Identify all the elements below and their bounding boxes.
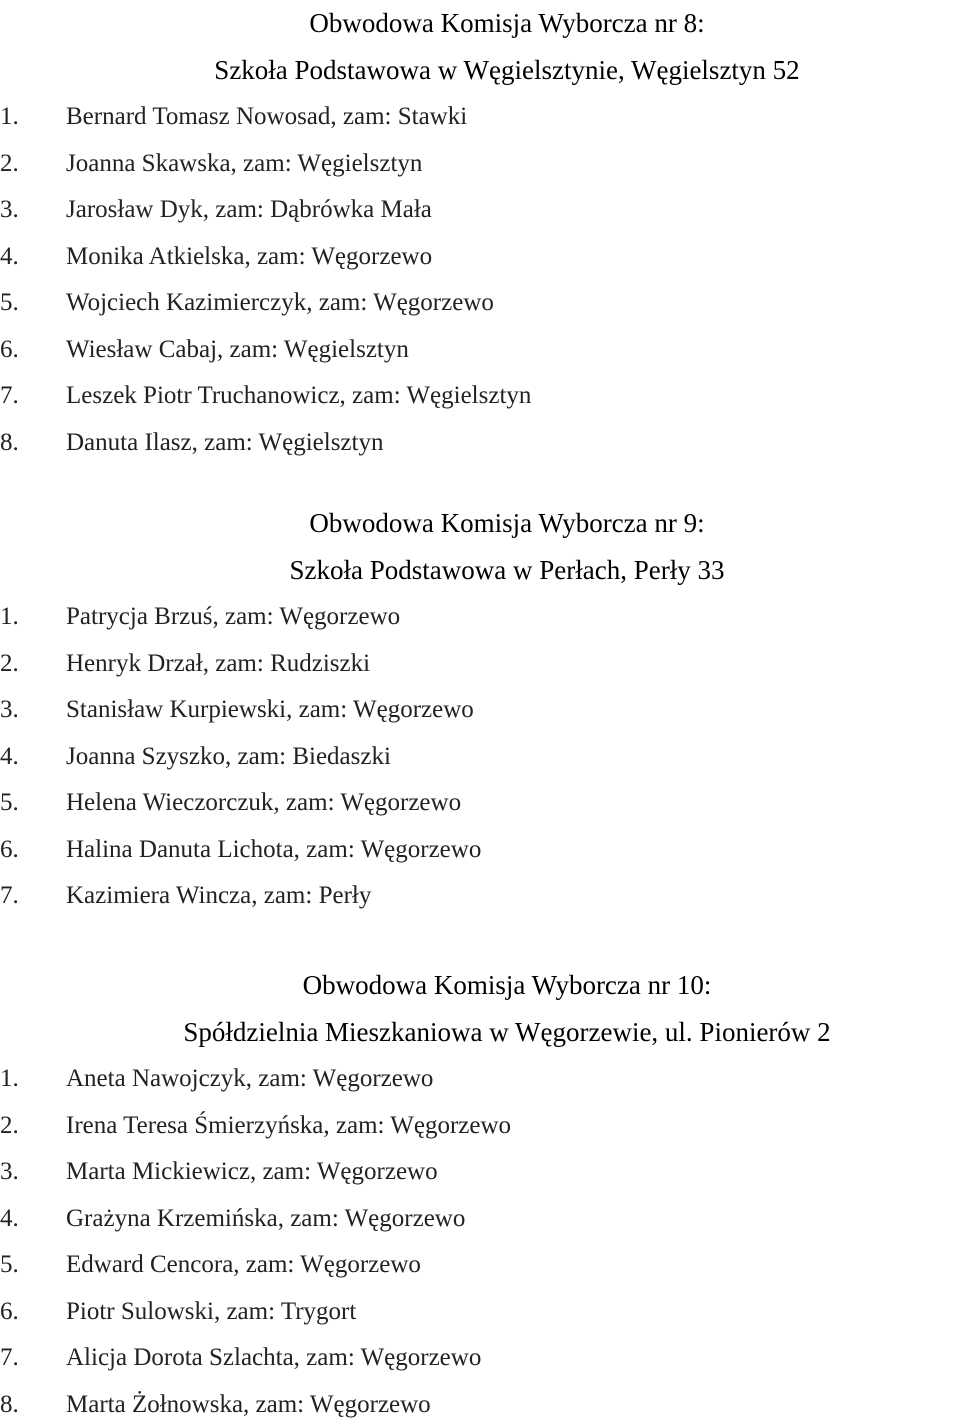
- item-number: 7.: [0, 373, 40, 420]
- item-number: 5.: [0, 1242, 40, 1289]
- list-item: [0, 187, 960, 234]
- item-number: 1.: [0, 94, 40, 141]
- list-item: [0, 687, 960, 734]
- commission-location: Spółdzielnia Mieszkaniowa w Węgorzewie, ul. Pionierów 2: [0, 1009, 960, 1056]
- item-number: 5.: [0, 280, 40, 327]
- item-number: 8.: [0, 420, 40, 467]
- item-number: 6.: [0, 827, 40, 874]
- item-number: 1.: [0, 1056, 40, 1103]
- commission-location: Szkoła Podstawowa w Perłach, Perły 33: [0, 547, 960, 594]
- item-number: 6.: [0, 327, 40, 374]
- item-number: 4.: [0, 1196, 40, 1243]
- commission-title: Obwodowa Komisja Wyborcza nr 10:: [0, 962, 960, 1009]
- list-item: [0, 641, 960, 688]
- item-number: 5.: [0, 780, 40, 827]
- member-entry: Irena Teresa Śmierzyńska, zam: Węgorzewo: [66, 1103, 511, 1150]
- list-item: [0, 373, 960, 420]
- member-entry: Grażyna Krzemińska, zam: Węgorzewo: [66, 1196, 465, 1243]
- member-entry: Joanna Szyszko, zam: Biedaszki: [66, 734, 391, 781]
- member-entry: Kazimiera Wincza, zam: Perły: [66, 873, 371, 920]
- item-number: 2.: [0, 1103, 40, 1150]
- list-item: [0, 1196, 960, 1243]
- list-item: [0, 94, 960, 141]
- list-item: [0, 141, 960, 188]
- member-entry: Marta Mickiewicz, zam: Węgorzewo: [66, 1149, 438, 1196]
- member-entry: Piotr Sulowski, zam: Trygort: [66, 1289, 356, 1336]
- list-item: [0, 1149, 960, 1196]
- member-entry: Helena Wieczorczuk, zam: Węgorzewo: [66, 780, 461, 827]
- list-item: [0, 734, 960, 781]
- item-number: 6.: [0, 1289, 40, 1336]
- member-list: [0, 94, 960, 466]
- member-entry: Stanisław Kurpiewski, zam: Węgorzewo: [66, 687, 474, 734]
- list-item: [0, 873, 960, 920]
- member-entry: Jarosław Dyk, zam: Dąbrówka Mała: [66, 187, 432, 234]
- list-item: [0, 780, 960, 827]
- list-item: [0, 234, 960, 281]
- item-number: 3.: [0, 687, 40, 734]
- list-item: [0, 1056, 960, 1103]
- member-list: [0, 594, 960, 920]
- commission-title: Obwodowa Komisja Wyborcza nr 9:: [0, 500, 960, 547]
- commission-section-10: [0, 962, 960, 1428]
- list-item: [0, 1382, 960, 1428]
- list-item: [0, 594, 960, 641]
- member-entry: Monika Atkielska, zam: Węgorzewo: [66, 234, 432, 281]
- item-number: 4.: [0, 234, 40, 281]
- member-entry: Wojciech Kazimierczyk, zam: Węgorzewo: [66, 280, 494, 327]
- member-entry: Danuta Ilasz, zam: Węgielsztyn: [66, 420, 383, 467]
- member-entry: Henryk Drzał, zam: Rudziszki: [66, 641, 370, 688]
- member-entry: Halina Danuta Lichota, zam: Węgorzewo: [66, 827, 481, 874]
- member-entry: Joanna Skawska, zam: Węgielsztyn: [66, 141, 422, 188]
- item-number: 7.: [0, 873, 40, 920]
- list-item: [0, 1242, 960, 1289]
- item-number: 1.: [0, 594, 40, 641]
- member-entry: Leszek Piotr Truchanowicz, zam: Węgielsztyn: [66, 373, 531, 420]
- member-entry: Bernard Tomasz Nowosad, zam: Stawki: [66, 94, 467, 141]
- item-number: 2.: [0, 141, 40, 188]
- member-entry: Edward Cencora, zam: Węgorzewo: [66, 1242, 421, 1289]
- item-number: 7.: [0, 1335, 40, 1382]
- item-number: 3.: [0, 187, 40, 234]
- item-number: 8.: [0, 1382, 40, 1428]
- commission-location: Szkoła Podstawowa w Węgielsztynie, Węgielsztyn 52: [0, 47, 960, 94]
- list-item: [0, 1335, 960, 1382]
- list-item: [0, 1103, 960, 1150]
- member-entry: Marta Żołnowska, zam: Węgorzewo: [66, 1382, 431, 1428]
- commission-section-8: [0, 0, 960, 466]
- list-item: [0, 1289, 960, 1336]
- commission-title: Obwodowa Komisja Wyborcza nr 8:: [0, 0, 960, 47]
- list-item: [0, 420, 960, 467]
- item-number: 3.: [0, 1149, 40, 1196]
- commission-section-9: [0, 500, 960, 920]
- member-entry: Alicja Dorota Szlachta, zam: Węgorzewo: [66, 1335, 481, 1382]
- list-item: [0, 327, 960, 374]
- item-number: 4.: [0, 734, 40, 781]
- item-number: 2.: [0, 641, 40, 688]
- member-entry: Aneta Nawojczyk, zam: Węgorzewo: [66, 1056, 433, 1103]
- list-item: [0, 280, 960, 327]
- member-entry: Patrycja Brzuś, zam: Węgorzewo: [66, 594, 400, 641]
- list-item: [0, 827, 960, 874]
- member-list: [0, 1056, 960, 1428]
- member-entry: Wiesław Cabaj, zam: Węgielsztyn: [66, 327, 409, 374]
